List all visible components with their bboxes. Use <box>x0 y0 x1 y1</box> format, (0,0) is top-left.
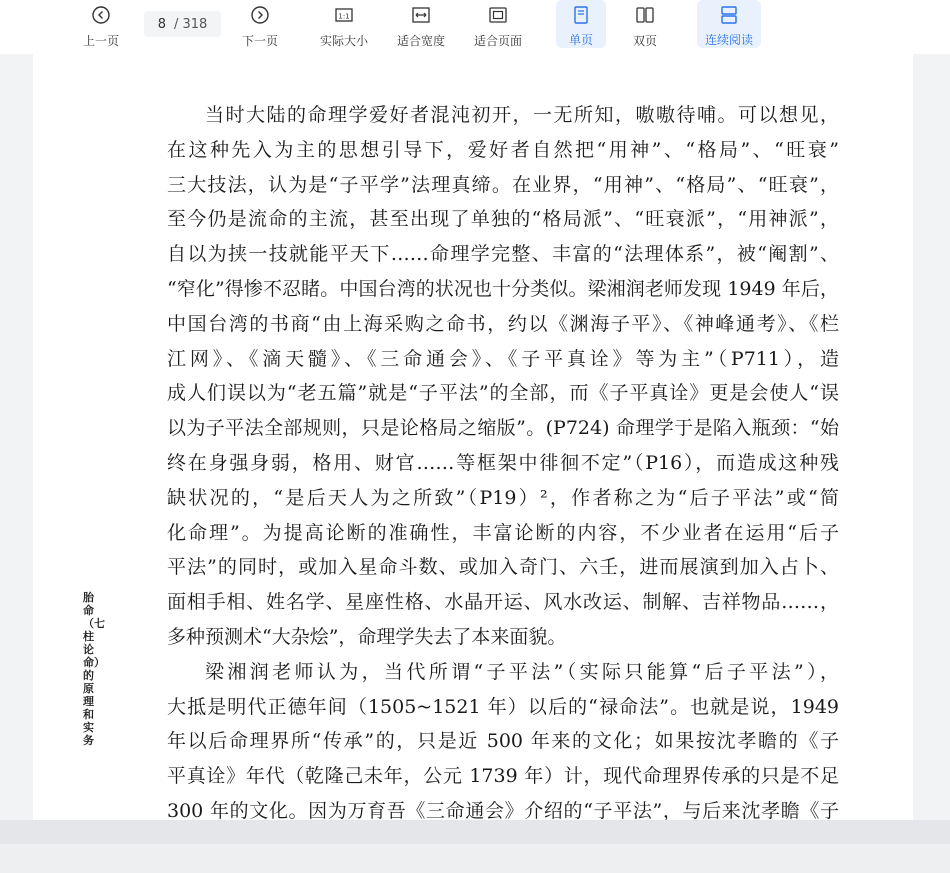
text-line: 江网》、《滴天髓》、《三命通会》、《子平真诠》等为主”（P711），造 <box>167 347 839 370</box>
single-page-label: 单页 <box>568 33 593 47</box>
text-line: 300 年的文化。因为万育吾《三命通会》介绍的“子平法”，与后来沈孝瞻《子 <box>167 799 839 820</box>
continuous-read-label: 连续阅读 <box>704 33 753 47</box>
fit-page-label: 适合页面 <box>473 34 522 48</box>
document-viewport[interactable] <box>0 54 950 820</box>
text-line: 平真诠》年代（乾隆己未年，公元 1739 年）计，现代命理界传承的只是不足 <box>167 765 839 788</box>
text-line: 中国台湾的书商“由上海采购之命书，约以《渊海子平》、《神峰通考》、《栏 <box>167 312 839 335</box>
single-page-icon <box>570 4 592 26</box>
fit-page-button[interactable] <box>470 0 526 54</box>
text-line: 多种预测术“大杂烩”，命理学失去了本来面貌。 <box>167 625 567 648</box>
svg-text:1:1: 1:1 <box>338 12 350 21</box>
text-line: 至今仍是流命的主流，甚至出现了单独的“格局派”、“旺衰派”，“用神派”， <box>167 208 839 231</box>
chevron-left-circle-icon <box>90 4 112 26</box>
next-page-button[interactable] <box>238 0 282 54</box>
prev-page-label: 上一页 <box>82 34 119 48</box>
page-total: / 318 <box>173 16 208 32</box>
text-line: 当时大陆的命理学爱好者混沌初开，一无所知，嗷嗷待哺。可以想见， <box>205 104 839 126</box>
text-line: 梁湘润老师认为，当代所谓“子平法”（实际只能算“后子平法”）， <box>205 660 839 683</box>
text-line: 平法”的同时，或加入星命斗数、或加入奇门、六壬，进而展演到加入占卜、 <box>167 556 839 579</box>
horizontal-scrollbar[interactable] <box>0 820 950 844</box>
continuous-read-button[interactable] <box>697 0 761 48</box>
text-line: 大抵是明代正德年间（1505~1521 年）以后的“禄命法”。也就是说，1949 <box>167 695 839 718</box>
chevron-right-circle-icon <box>249 4 271 26</box>
actual-size-label: 实际大小 <box>319 34 368 48</box>
double-page-button[interactable] <box>621 0 669 54</box>
fit-page-icon <box>487 4 509 26</box>
text-line: 化命理”。为提高论断的准确性，丰富论断的内容，不少业者在运用“后子 <box>167 521 839 544</box>
text-line: 缺状况的，“是后天人为之所致”（P19）²，作者称之为“后子平法”或“简 <box>167 486 839 509</box>
text-line: 终在身强身弱，格用、财官……等框架中徘徊不定”（P16），而造成这种残 <box>167 451 839 474</box>
text-line: “窄化”得惨不忍睹。中国台湾的状况也十分类似。梁湘润老师发现 1949 年后， <box>167 277 839 300</box>
single-page-button[interactable] <box>556 0 606 48</box>
text-line: 年以后命理界所“传承”的，只是近 500 年来的文化；如果按沈孝瞻的《子 <box>167 730 839 753</box>
document-page <box>33 54 913 820</box>
running-title: 胎命（七柱论命）的原理和实务 <box>83 591 105 747</box>
text-line: 成人们误以为“老五篇”就是“子平法”的全部，而《子平真诠》更是会使人“误 <box>167 382 839 405</box>
actual-size-button[interactable] <box>316 0 372 54</box>
next-page-label: 下一页 <box>241 34 278 48</box>
fit-width-button[interactable] <box>393 0 449 54</box>
double-page-label: 双页 <box>632 34 657 48</box>
viewer-toolbar <box>0 0 950 54</box>
text-line: 自以为挟一技就能平天下……命理学完整、丰富的“法理体系”，被“阉割”、 <box>167 243 839 266</box>
double-page-icon <box>634 4 656 26</box>
prev-page-button[interactable] <box>79 0 123 54</box>
fit-width-icon <box>410 4 432 26</box>
page-number-box[interactable] <box>144 11 221 37</box>
page-body-text <box>167 98 839 820</box>
fit-width-label: 适合宽度 <box>396 34 445 48</box>
text-line: 三大技法，认为是“子平学”法理真缔。在业界，“用神”、“格局”、“旺衰”， <box>167 173 839 196</box>
text-line: 以为子平法全部规则，只是论格局之缩版”。(P724) 命理学于是陷入瓶颈：“始 <box>167 417 839 440</box>
page-current-input[interactable]: 8 <box>157 16 166 32</box>
text-line: 面相手相、姓名学、星座性格、水晶开运、风水改运、制解、吉祥物品……， <box>167 591 839 614</box>
viewer-footer <box>0 844 950 873</box>
continuous-read-icon <box>718 4 740 26</box>
actual-size-icon <box>333 4 355 26</box>
text-line: 在这种先入为主的思想引导下，爱好者自然把“用神”、“格局”、“旺衰” <box>167 138 839 161</box>
